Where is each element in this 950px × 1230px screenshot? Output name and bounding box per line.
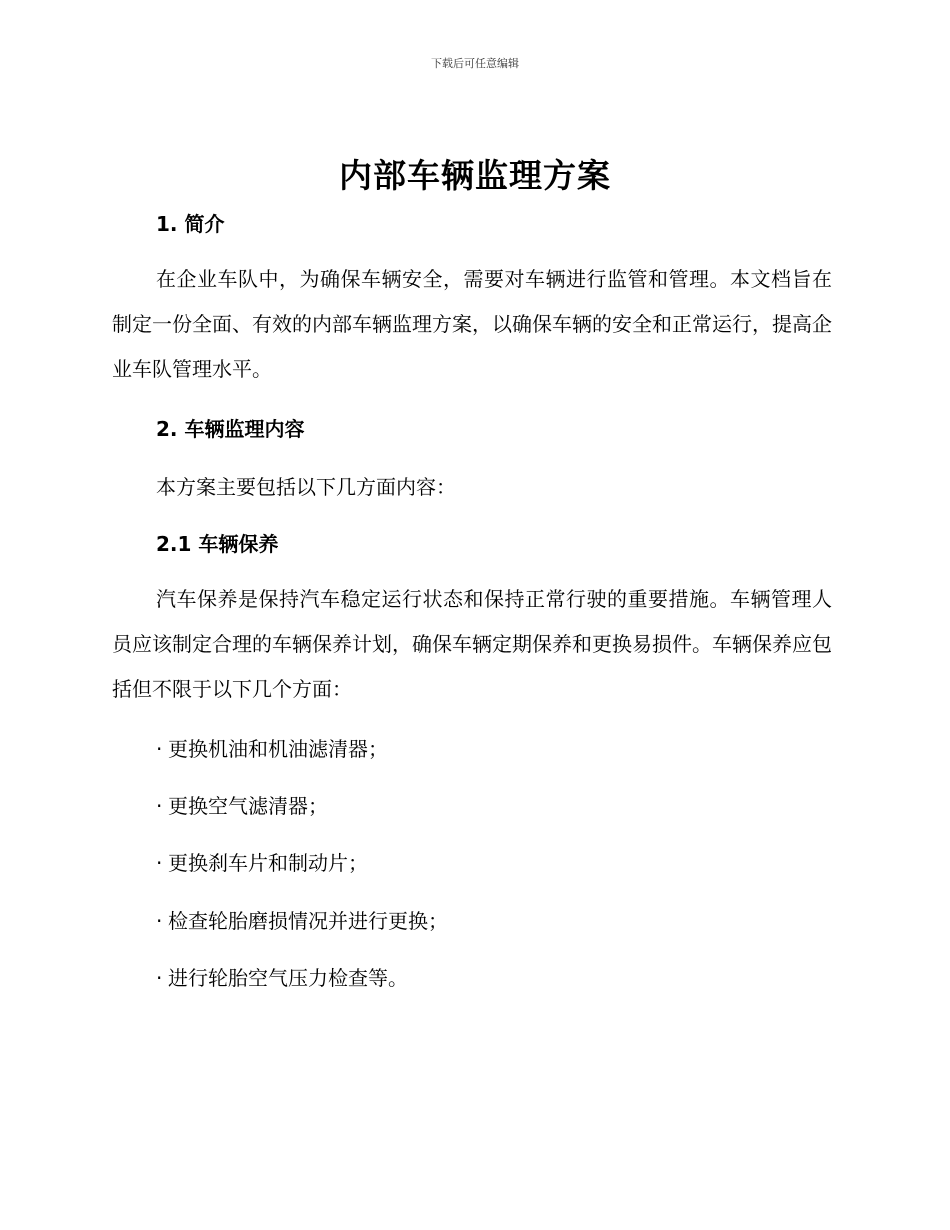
bullet-text: 更换空气滤清器；	[168, 794, 328, 818]
bullet-text: 检查轮胎磨损情况并进行更换；	[168, 909, 448, 933]
section-2-intro: 本方案主要包括以下几方面内容：	[156, 475, 456, 499]
bullet-text: 更换机油和机油滤清器；	[168, 737, 388, 761]
section-2-1-heading: 2.1 车辆保养	[156, 532, 279, 556]
bullet-text: 进行轮胎空气压力检查等。	[168, 966, 408, 990]
bullet-item	[156, 733, 388, 762]
bullet-text: 更换刹车片和制动片；	[168, 851, 368, 875]
page-title: 内部车辆监理方案	[339, 156, 611, 195]
header-note: 下载后可任意编辑	[431, 57, 519, 70]
bullet-marker: ·	[156, 966, 163, 990]
section-1-paragraph: 在企业车队中，为确保车辆安全，需要对车辆进行监管和管理。本文档旨在制定一份全面、有效的内部车辆监理方案，以确保车辆的安全和正常运行，提高企业车队管理水平。	[112, 267, 832, 381]
bullet-marker: ·	[156, 794, 163, 818]
bullet-item	[156, 790, 328, 819]
section-2-heading: 2. 车辆监理内容	[156, 417, 305, 441]
bullet-marker: ·	[156, 909, 163, 933]
bullet-item	[156, 905, 448, 934]
bullet-marker: ·	[156, 737, 163, 761]
bullet-marker: ·	[156, 851, 163, 875]
section-1-heading: 1. 简介	[156, 212, 225, 236]
bullet-item	[156, 847, 368, 876]
bullet-item	[156, 962, 408, 991]
section-2-1-paragraph: 汽车保养是保持汽车稳定运行状态和保持正常行驶的重要措施。车辆管理人员应该制定合理的车辆保养计划，确保车辆定期保养和更换易损件。车辆保养应包括但不限于以下几个方面：	[112, 587, 832, 701]
